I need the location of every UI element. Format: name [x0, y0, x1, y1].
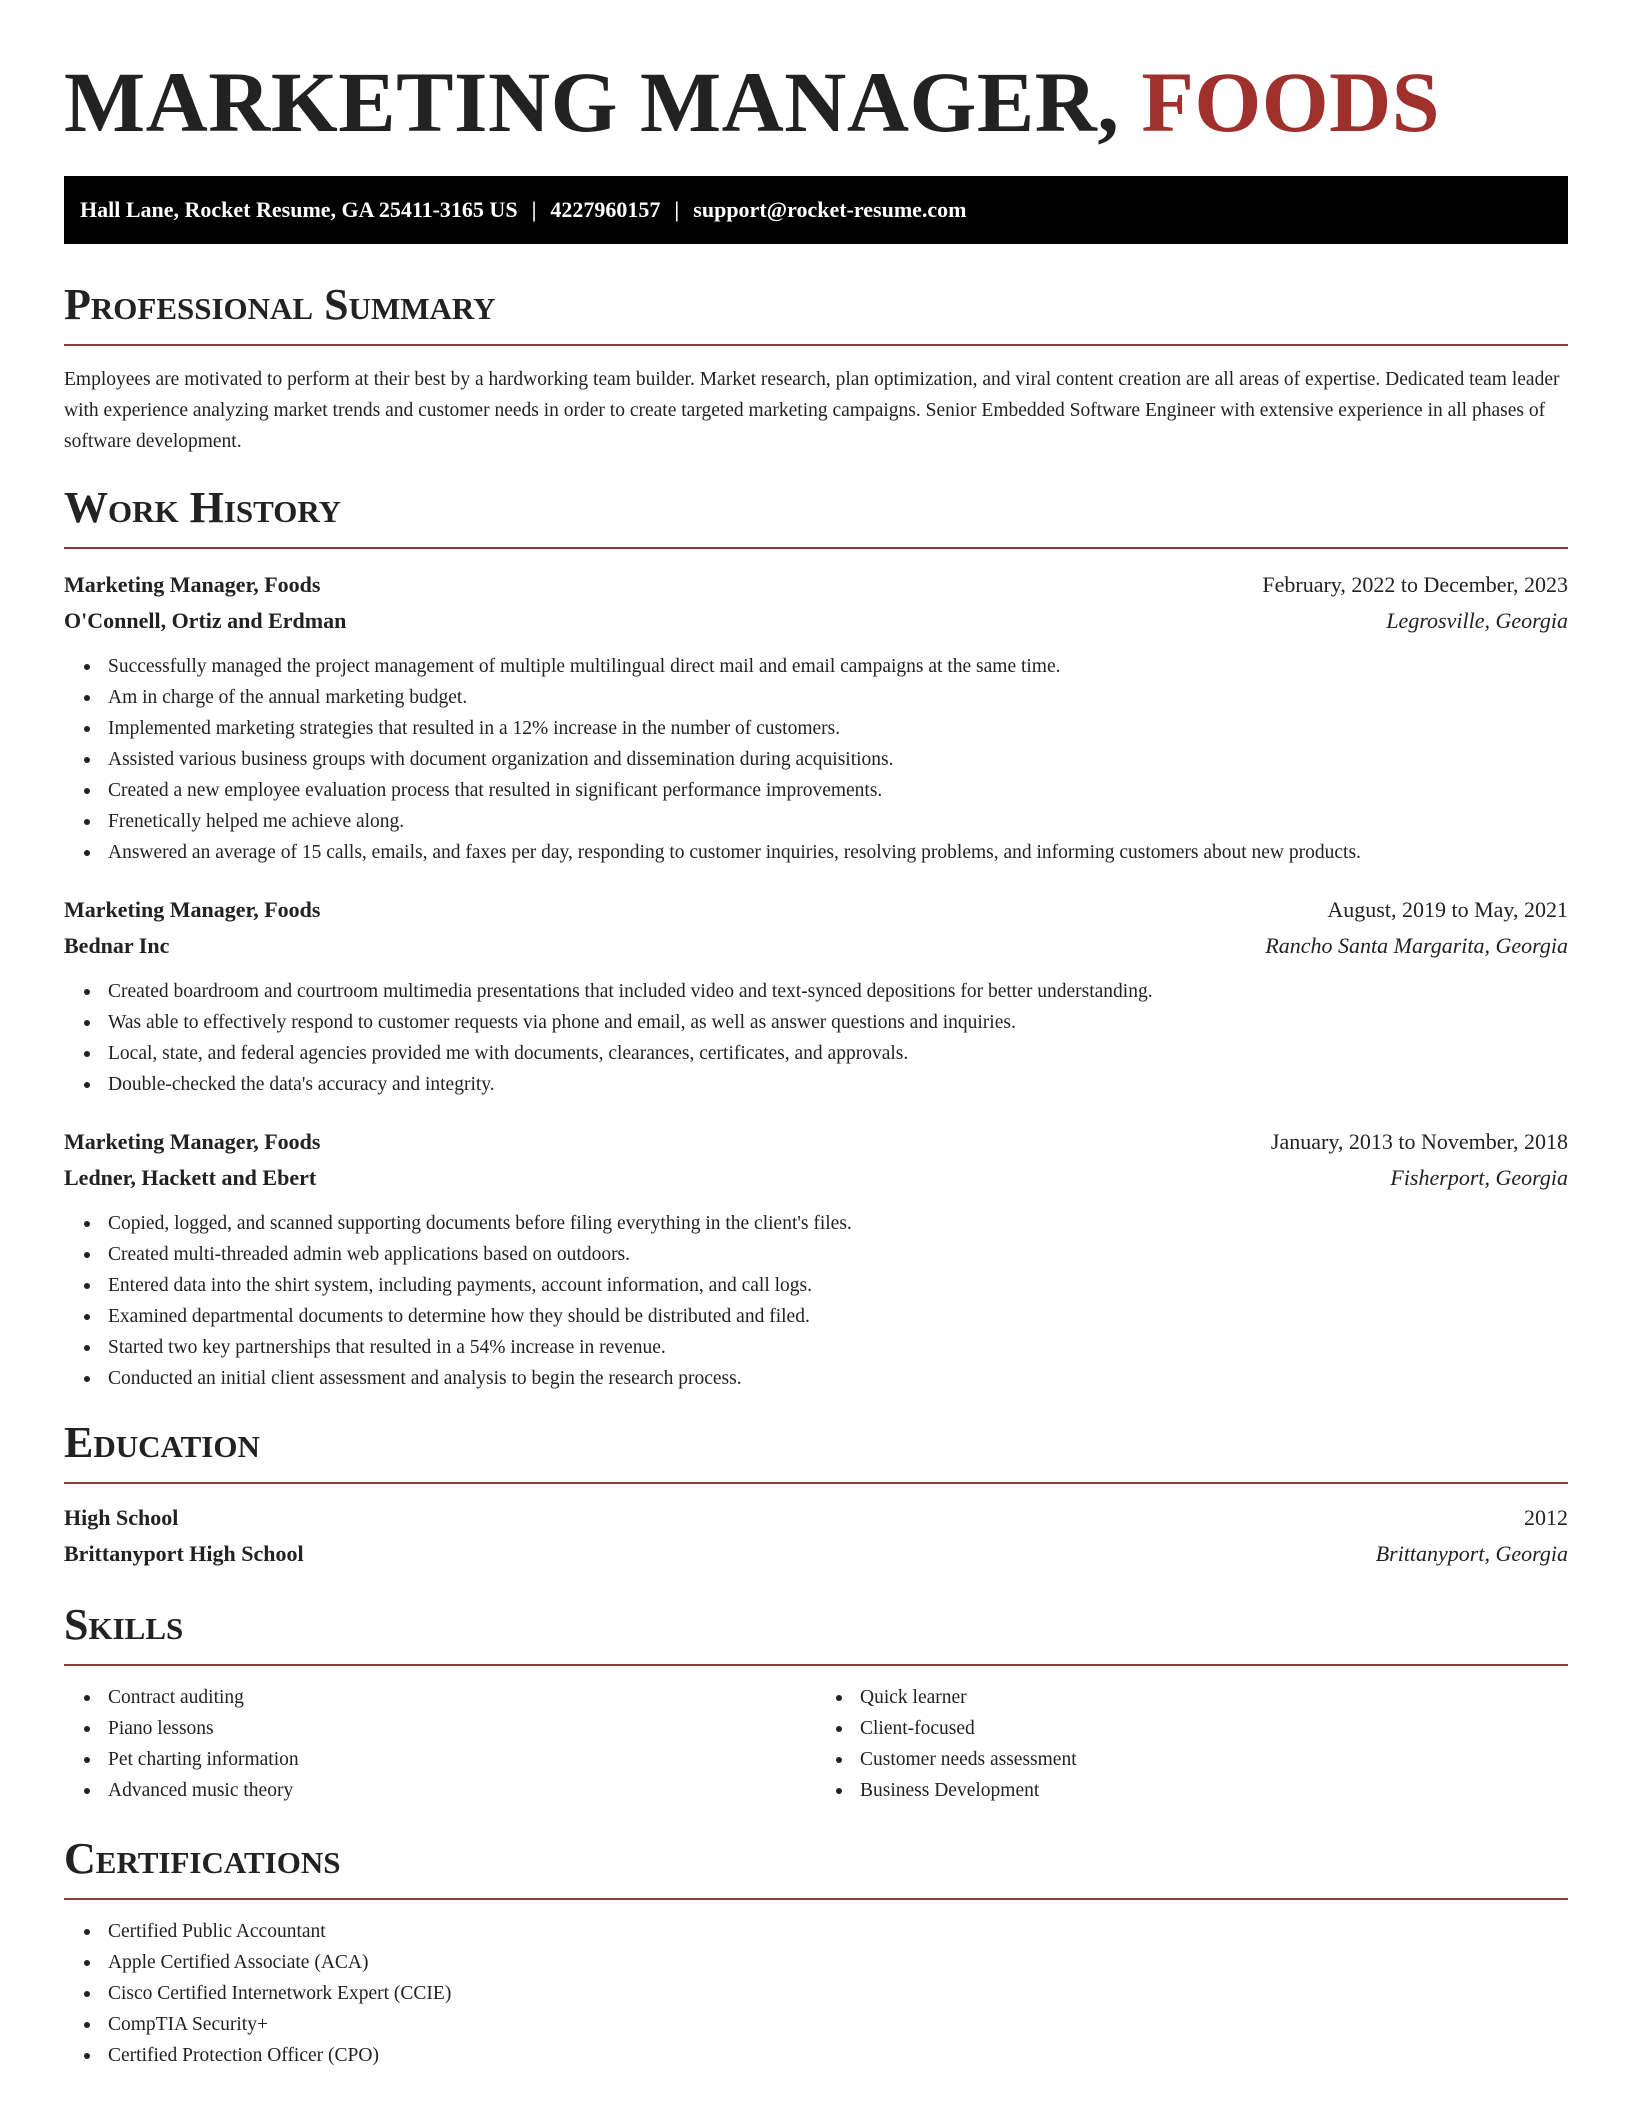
education-school-row: [64, 1536, 1568, 1572]
education-location: Brittanyport, Georgia: [1375, 1541, 1568, 1566]
section-title-education: Education: [64, 1418, 260, 1467]
education-entry: [64, 1500, 1568, 1572]
list-item: Advanced music theory: [108, 1775, 816, 1806]
job-role: Marketing Manager, Foods: [64, 572, 321, 597]
list-item: Created multi-threaded admin web applications based on outdoors.: [108, 1239, 1568, 1270]
contact-bar: [64, 176, 1568, 244]
list-item: Started two key partnerships that resulted in a 54% increase in revenue.: [108, 1332, 1568, 1363]
job-header-row: [64, 1124, 1568, 1160]
job-location: Rancho Santa Margarita, Georgia: [1265, 933, 1568, 958]
job-location: Legrosville, Georgia: [1386, 608, 1568, 633]
list-item: Contract auditing: [108, 1682, 816, 1713]
job-dates: January, 2013 to November, 2018: [1270, 1129, 1568, 1154]
certifications-list: [64, 1916, 1568, 2071]
section-divider: [64, 344, 1568, 346]
section-title-certifications: Certifications: [64, 1834, 341, 1883]
contact-separator: |: [674, 197, 680, 222]
job-dates: February, 2022 to December, 2023: [1262, 572, 1568, 597]
section-title-work: Work History: [64, 483, 342, 532]
list-item: Copied, logged, and scanned supporting documents before filing everything in the client's files.: [108, 1208, 1568, 1239]
skills-list-left: [64, 1682, 816, 1806]
title-main: MARKETING MANAGER,: [64, 54, 1120, 150]
education-header-row: [64, 1500, 1568, 1536]
list-item: Customer needs assessment: [860, 1744, 1568, 1775]
list-item: Local, state, and federal agencies provided me with documents, clearances, certificates, and approvals.: [108, 1038, 1568, 1069]
job-bullets: [64, 651, 1568, 868]
list-item: Implemented marketing strategies that resulted in a 12% increase in the number of customers.: [108, 713, 1568, 744]
summary-text: Employees are motivated to perform at their best by a hardworking team builder. Market research, plan optimization, and viral content creation are all areas of expertise. Dedicated team leader with experience analyzing market trends and customer needs in order to create targeted marketing campaigns. Senior Embedded Software Engineer with extensive experience in all phases of software development.: [64, 369, 1560, 452]
education-section: [64, 1416, 1568, 1572]
list-item: Conducted an initial client assessment and analysis to begin the research process.: [108, 1363, 1568, 1394]
skills-columns: [64, 1682, 1568, 1806]
list-item: Assisted various business groups with document organization and dissemination during acquisitions.: [108, 744, 1568, 775]
contact-email: support@rocket-resume.com: [693, 197, 967, 222]
education-degree: High School: [64, 1505, 179, 1530]
work-history-section: [64, 481, 1568, 1394]
list-item: Created boardroom and courtroom multimedia presentations that included video and text-synced depositions for better understanding.: [108, 976, 1568, 1007]
list-item: Client-focused: [860, 1713, 1568, 1744]
list-item: Certified Protection Officer (CPO): [108, 2040, 1568, 2071]
summary-section: [64, 278, 1568, 457]
job-company-row: [64, 603, 1568, 639]
list-item: Entered data into the shirt system, including payments, account information, and call logs.: [108, 1270, 1568, 1301]
list-item: Double-checked the data's accuracy and integrity.: [108, 1069, 1568, 1100]
job-company: O'Connell, Ortiz and Erdman: [64, 608, 347, 633]
contact-separator: |: [531, 197, 537, 222]
job-location: Fisherport, Georgia: [1390, 1165, 1568, 1190]
list-item: Answered an average of 15 calls, emails, and faxes per day, responding to customer inquiries, resolving problems, and informing customers about new products.: [108, 837, 1568, 868]
job-role: Marketing Manager, Foods: [64, 897, 321, 922]
job-company: Ledner, Hackett and Ebert: [64, 1165, 317, 1190]
resume-title: [64, 52, 1568, 152]
list-item: Pet charting information: [108, 1744, 816, 1775]
section-divider: [64, 1898, 1568, 1900]
education-year: 2012: [1524, 1505, 1568, 1530]
list-item: Apple Certified Associate (ACA): [108, 1947, 1568, 1978]
job-header-row: [64, 892, 1568, 928]
job-company-row: [64, 1160, 1568, 1196]
job-bullets: [64, 976, 1568, 1100]
job-entry: [64, 567, 1568, 868]
section-divider: [64, 547, 1568, 549]
job-entry: [64, 1124, 1568, 1394]
job-bullets: [64, 1208, 1568, 1394]
list-item: Cisco Certified Internetwork Expert (CCIE): [108, 1978, 1568, 2009]
section-title-skills: Skills: [64, 1600, 184, 1649]
list-item: Certified Public Accountant: [108, 1916, 1568, 1947]
list-item: Created a new employee evaluation process that resulted in significant performance improvements.: [108, 775, 1568, 806]
list-item: Piano lessons: [108, 1713, 816, 1744]
skills-list-right: [816, 1682, 1568, 1806]
job-entry: [64, 892, 1568, 1100]
list-item: Successfully managed the project management of multiple multilingual direct mail and email campaigns at the same time.: [108, 651, 1568, 682]
list-item: Examined departmental documents to determine how they should be distributed and filed.: [108, 1301, 1568, 1332]
job-company: Bednar Inc: [64, 933, 170, 958]
contact-address: Hall Lane, Rocket Resume, GA 25411-3165 US: [80, 197, 518, 222]
education-school: Brittanyport High School: [64, 1541, 304, 1566]
list-item: Am in charge of the annual marketing budget.: [108, 682, 1568, 713]
job-dates: August, 2019 to May, 2021: [1327, 897, 1568, 922]
section-divider: [64, 1482, 1568, 1484]
job-role: Marketing Manager, Foods: [64, 1129, 321, 1154]
list-item: Was able to effectively respond to customer requests via phone and email, as well as answer questions and inquiries.: [108, 1007, 1568, 1038]
title-accent: FOODS: [1141, 54, 1441, 150]
list-item: CompTIA Security+: [108, 2009, 1568, 2040]
skills-section: [64, 1598, 1568, 1806]
list-item: Frenetically helped me achieve along.: [108, 806, 1568, 837]
list-item: Quick learner: [860, 1682, 1568, 1713]
job-company-row: [64, 928, 1568, 964]
contact-phone: 4227960157: [550, 197, 661, 222]
job-header-row: [64, 567, 1568, 603]
section-title-summary: Professional Summary: [64, 280, 496, 329]
section-divider: [64, 1664, 1568, 1666]
list-item: Business Development: [860, 1775, 1568, 1806]
certifications-section: [64, 1832, 1568, 2071]
